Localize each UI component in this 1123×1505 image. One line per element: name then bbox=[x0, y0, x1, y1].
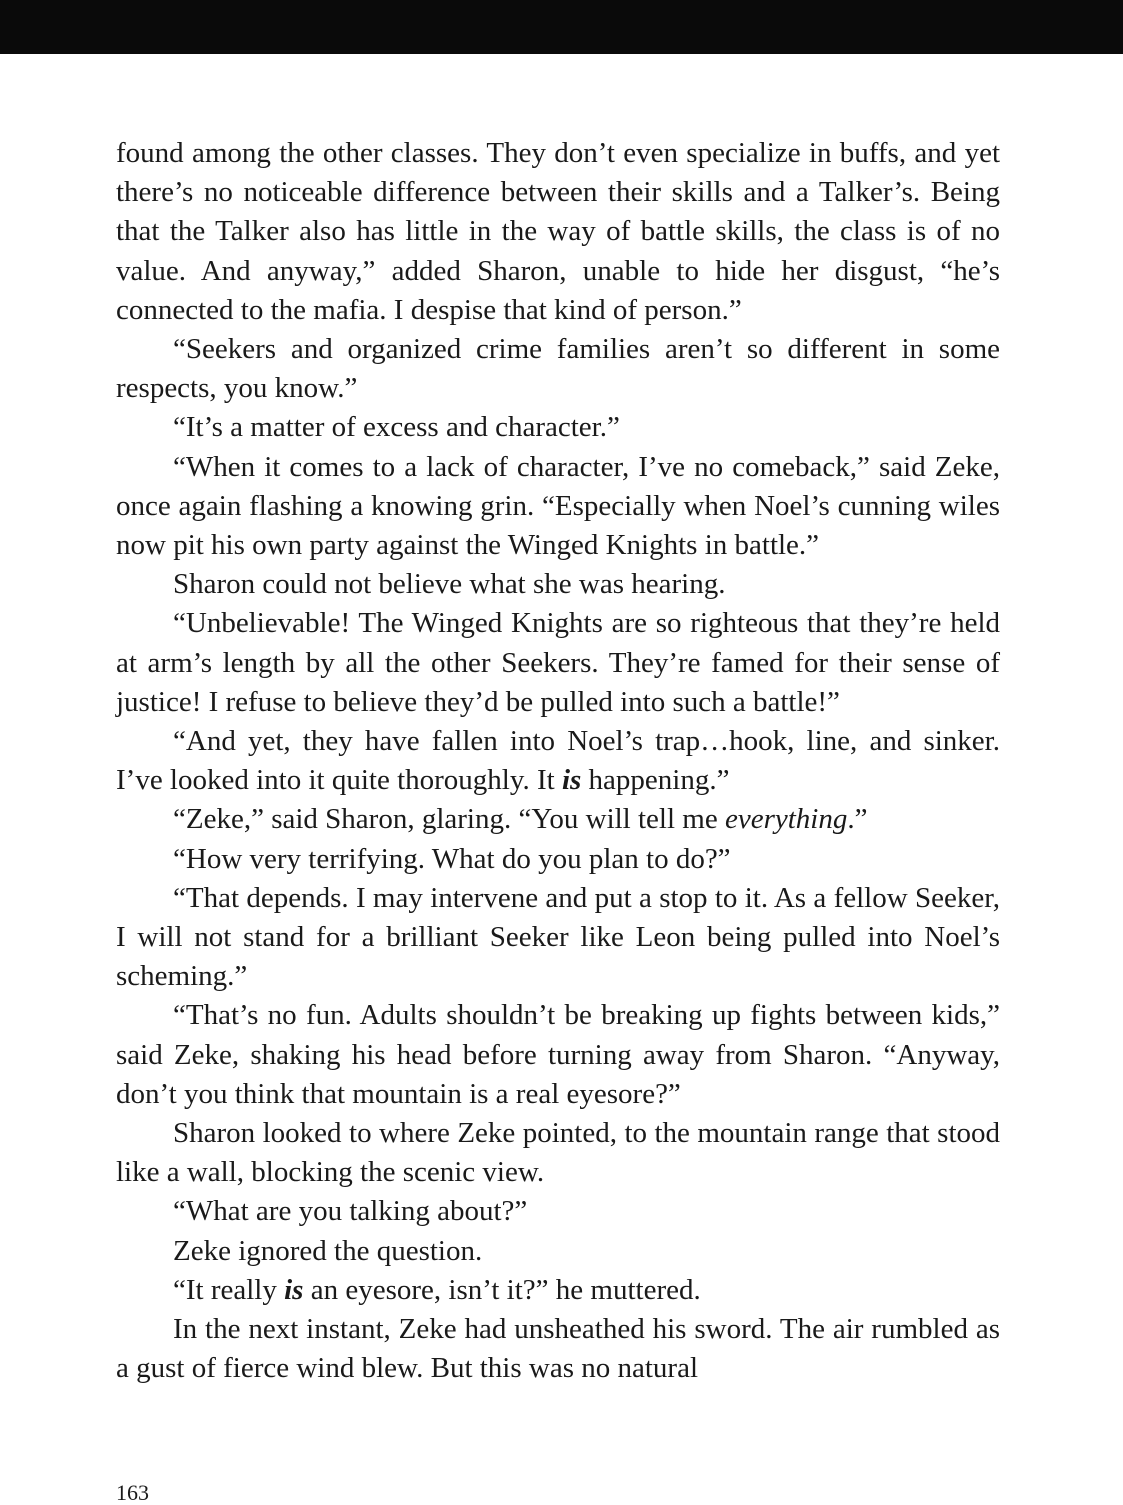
page-number: 163 bbox=[116, 1480, 149, 1505]
emphasis: is bbox=[561, 764, 582, 797]
paragraph: Sharon looked to where Zeke pointed, to the mountain range that stood like a wall, blocking the scenic view. bbox=[116, 1117, 1000, 1189]
paragraph: found among the other classes. They don’t even specialize in buffs, and yet there’s no noticeable difference between their skills and a Talker’s. Being that the Talker also has little in the way of battle skills, the class is of no value. And anyway,” added Sharon, unable to hide her disgust, “he’s connected to the mafia. I despise that kind of person.” bbox=[116, 137, 1000, 326]
paragraph: “It really is an eyesore, isn’t it?” he muttered. bbox=[173, 1273, 701, 1306]
paragraph: “And yet, they have fallen into Noel’s trap…hook, line, and sinker. I’ve looked into it quite thoroughly. It is happening.” bbox=[116, 725, 1000, 797]
paragraph: “That depends. I may intervene and put a stop to it. As a fellow Seeker, I will not stand for a brilliant Seeker like Leon being pulled into Noel’s scheming.” bbox=[116, 881, 1000, 993]
emphasis: everything bbox=[724, 803, 848, 836]
emphasis: is bbox=[284, 1273, 304, 1306]
paragraph: “It’s a matter of excess and character.” bbox=[173, 411, 620, 444]
paragraph: “How very terrifying. What do you plan to do?” bbox=[173, 842, 731, 875]
paragraph: In the next instant, Zeke had unsheathed his sword. The air rumbled as a gust of fierce wind blew. But this was no natural bbox=[116, 1313, 1000, 1385]
paragraph: “Unbelievable! The Winged Knights are so righteous that they’re held at arm’s length by all the other Seekers. They’re famed for their sense of justice! I refuse to believe they’d be pulled into such a battle!” bbox=[116, 607, 1000, 718]
paragraph: “When it comes to a lack of character, I’ve no comeback,” said Zeke, once again flashing a knowing grin. “Especially when Noel’s cunning wiles now pit his own party against the Winged Knights in battle.” bbox=[116, 450, 1000, 562]
paragraph: “Seekers and organized crime families aren’t so different in some respects, you know.” bbox=[116, 333, 1000, 405]
paragraph: Sharon could not believe what she was hearing. bbox=[173, 568, 726, 601]
paragraph: Zeke ignored the question. bbox=[173, 1234, 483, 1267]
page-body bbox=[116, 134, 1000, 1389]
paragraph: “What are you talking about?” bbox=[173, 1195, 528, 1228]
top-scan-bar bbox=[0, 0, 1123, 54]
paragraph: “Zeke,” said Sharon, glaring. “You will tell me everything.” bbox=[173, 803, 868, 836]
paragraph: “That’s no fun. Adults shouldn’t be breaking up fights between kids,” said Zeke, shaking his head before turning away from Sharon. “Anyway, don’t you think that mountain is a real eyesore?” bbox=[116, 999, 1000, 1110]
